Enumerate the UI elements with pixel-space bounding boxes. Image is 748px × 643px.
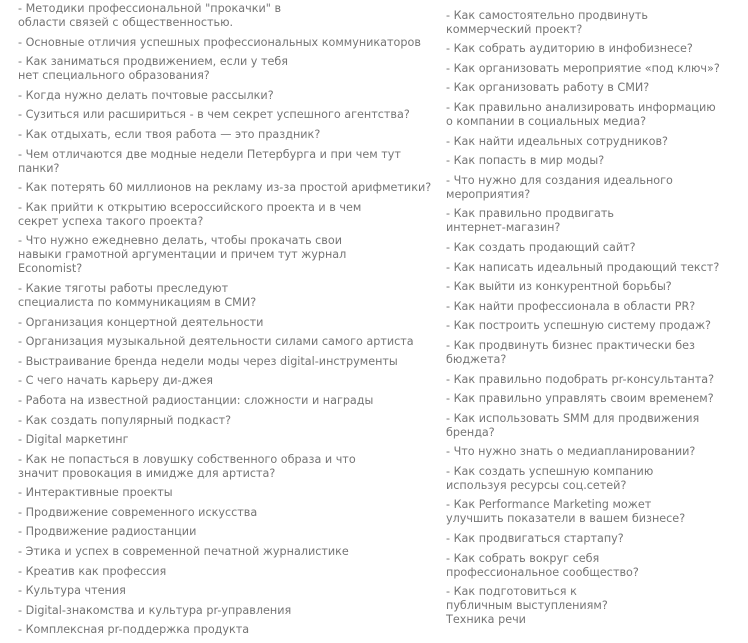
list-item-text: - Как создать популярный подкаст? xyxy=(18,413,232,427)
list-item xyxy=(18,525,436,539)
list-item xyxy=(18,108,436,122)
topics-list-right xyxy=(446,0,731,633)
list-item-text: - Как правильно управлять своим временем? xyxy=(446,392,714,406)
list-item-text: - Как найти профессионала в области PR? xyxy=(446,299,696,313)
list-item-text: - Организация музыкальной деятельности силами самого артиста xyxy=(18,335,414,349)
list-item-text: - Как правильно анализировать информацию о компании в социальных медиа? xyxy=(446,100,716,128)
list-item-text: - Как построить успешную систему продаж? xyxy=(446,319,711,333)
list-item-text: - С чего начать карьеру ди-джея xyxy=(18,374,213,388)
list-item-text: - Что нужно знать о медиапланировании? xyxy=(446,445,696,459)
list-item xyxy=(446,101,716,129)
list-item-text: - Интерактивные проекты xyxy=(18,486,173,500)
list-item xyxy=(18,181,436,195)
list-item-text: - Методики профессиональной "прокачки" в области связей с общественностью. xyxy=(18,2,282,29)
list-item-text: - Digital маркетинг xyxy=(18,433,129,447)
list-item-text: - Как заниматься продвижением, если у тебя нет специального образования? xyxy=(18,55,288,83)
list-item xyxy=(18,2,328,30)
list-item xyxy=(446,373,731,387)
list-item-text: - Как подготовиться к публичным выступлениям? Техника речи xyxy=(446,585,608,627)
list-item xyxy=(18,433,436,447)
list-item xyxy=(18,623,436,637)
list-item-text: - Как собрать аудиторию в инфобизнесе? xyxy=(446,42,693,56)
list-item xyxy=(18,335,436,349)
list-item-text: - Что нужно для создания идеального мероприятия? xyxy=(446,173,673,201)
list-item xyxy=(446,300,731,314)
list-item xyxy=(446,241,731,255)
list-item-text: - Как найти идеальных сотрудников? xyxy=(446,134,668,148)
list-item-text: - Как написать идеальный продающий текст? xyxy=(446,260,720,274)
list-item-text: - Продвижение радиостанции xyxy=(18,525,197,539)
list-item-text: - Как Performance Marketing может улучшить показатели в вашем бизнесе? xyxy=(446,498,686,526)
list-item xyxy=(18,486,436,500)
list-item xyxy=(18,36,436,50)
list-item-text: - Как создать продающий сайт? xyxy=(446,240,636,254)
list-item xyxy=(18,201,403,229)
list-item xyxy=(446,81,731,95)
list-item-text: - Сузиться или расшириться - в чем секрет успешного агентства? xyxy=(18,108,410,122)
list-item xyxy=(446,585,646,627)
list-item-text: - Digital-знакомства и культура pr-управления xyxy=(18,603,292,617)
list-item-text: - Культура чтения xyxy=(18,584,126,598)
list-item-text: - Продвижение современного искусства xyxy=(18,505,258,519)
list-item-text: - Что нужно ежедневно делать, чтобы прокачать свои навыки грамотной аргументации и причем тут журнал Economist? xyxy=(18,234,347,276)
list-item xyxy=(446,319,731,333)
list-item-text: - Как самостоятельно продвинуть коммерческий проект? xyxy=(446,8,649,36)
list-item-text: - Как попасть в мир моды? xyxy=(446,154,605,168)
list-item-text: - Как не попасться в ловушку собственного образа и что значит провокация в имидже для артиста? xyxy=(18,452,356,480)
list-item xyxy=(446,552,711,580)
list-item-text: - Работа на известной радиостанции: сложности и награды xyxy=(18,393,374,407)
list-item-text: - Как организовать работу в СМИ? xyxy=(446,81,650,95)
topics-list-left xyxy=(18,2,436,643)
list-item-text: - Выстраивание бренда недели моды через digital-инструменты xyxy=(18,354,398,368)
list-item-text: - Чем отличаются две модные недели Петербурга и при чем тут панки? xyxy=(18,147,401,175)
list-item-text: - Как правильно подобрать pr-консультанта? xyxy=(446,372,715,386)
list-item xyxy=(446,135,731,149)
list-item xyxy=(18,565,436,579)
list-item xyxy=(446,62,731,76)
list-item-text: - Как использовать SMM для продвижения бренда? xyxy=(446,411,700,439)
list-item xyxy=(446,498,711,526)
list-item-text: - Этика и успех в современной печатной журналистике xyxy=(18,545,349,559)
list-item-text: - Как продвинуть бизнес практически без бюджета? xyxy=(446,338,695,366)
list-item xyxy=(18,282,303,310)
list-item-text: - Как отдыхать, если твоя работа — это праздник? xyxy=(18,127,321,141)
list-item xyxy=(18,148,436,176)
list-item-text: - Основные отличия успешных профессиональных коммуникаторов xyxy=(18,35,421,49)
list-item-text: - Как правильно продвигать интернет-магазин? xyxy=(446,207,615,235)
list-item xyxy=(446,42,731,56)
list-item-text: - Как прийти к открытию всероссийского проекта и в чем секрет успеха такого проекта? xyxy=(18,200,362,228)
list-item-text: - Как выйти из конкурентной борьбы? xyxy=(446,280,672,294)
list-item-text: - Организация концертной деятельности xyxy=(18,315,264,329)
list-item xyxy=(446,445,731,459)
list-item-text: - Креатив как профессия xyxy=(18,564,167,578)
list-item xyxy=(446,412,706,440)
list-item xyxy=(18,394,436,408)
list-item-text: - Как собрать вокруг себя профессиональное сообщество? xyxy=(446,551,639,579)
list-item xyxy=(18,55,308,83)
list-item xyxy=(18,89,436,103)
list-item xyxy=(18,316,436,330)
list-item xyxy=(18,506,436,520)
list-item-text: - Комплексная pr-поддержка продукта xyxy=(18,623,250,637)
list-item xyxy=(446,174,676,202)
list-item xyxy=(446,465,711,493)
list-item xyxy=(18,545,436,559)
list-item xyxy=(446,280,731,294)
list-item xyxy=(18,128,436,142)
list-item-text: - Как продвигаться стартапу? xyxy=(446,532,624,546)
list-item xyxy=(18,584,436,598)
list-item xyxy=(18,234,383,276)
list-item xyxy=(18,453,390,481)
list-item xyxy=(18,604,436,618)
list-item xyxy=(446,392,731,406)
list-item-text: - Как организовать мероприятие «под ключ»? xyxy=(446,61,720,75)
list-item xyxy=(446,154,731,168)
list-item xyxy=(446,9,656,37)
list-item xyxy=(446,261,731,275)
list-item-text: - Как создать успешную компанию используя ресурсы соц.сетей? xyxy=(446,464,654,492)
list-item xyxy=(446,339,696,367)
list-item xyxy=(18,355,436,369)
list-item-text: - Когда нужно делать почтовые рассылки? xyxy=(18,88,274,102)
list-item-text: - Какие тяготы работы преследуют специалиста по коммуникациям в СМИ? xyxy=(18,281,257,309)
list-item-text: - Как потерять 60 миллионов на рекламу из-за простой арифметики? xyxy=(18,181,432,195)
list-item xyxy=(18,374,436,388)
list-item xyxy=(446,532,731,546)
list-item xyxy=(18,414,436,428)
list-item xyxy=(446,207,621,235)
